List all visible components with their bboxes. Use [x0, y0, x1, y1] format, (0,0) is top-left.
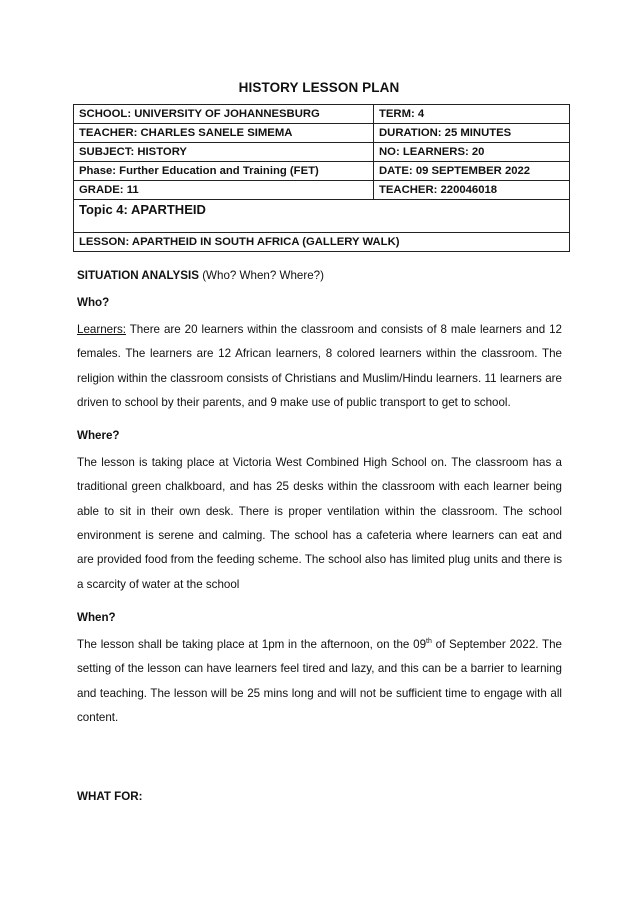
when-heading: When?: [77, 611, 116, 625]
learners-cell: NO: LEARNERS: 20: [374, 143, 570, 162]
topic-cell: Topic 4: APARTHEID: [74, 200, 570, 233]
teacher-number-cell: TEACHER: 220046018: [374, 181, 570, 200]
who-paragraph: [77, 318, 562, 416]
date-cell: DATE: 09 SEPTEMBER 2022: [374, 162, 570, 181]
phase-cell: Phase: Further Education and Training (FET): [74, 162, 374, 181]
situation-analysis-heading: [77, 264, 562, 288]
duration-cell: DURATION: 25 MINUTES: [374, 124, 570, 143]
table-row: [74, 162, 570, 181]
when-text-start: The lesson shall be taking place at 1pm in the afternoon, on the 09: [77, 637, 427, 651]
subject-cell: SUBJECT: HISTORY: [74, 143, 374, 162]
table-row: [74, 233, 570, 252]
table-row: [74, 105, 570, 124]
when-text-end: of September 2022. The setting of the lesson can have learners feel tired and lazy, and this can be a barrier to learning and teaching. The lesson will be 25 mins long and will not be sufficient time to engage with all content.: [77, 637, 563, 724]
document-body: [77, 264, 562, 730]
school-cell: SCHOOL: UNIVERSITY OF JOHANNESBURG: [74, 105, 374, 124]
who-heading: Who?: [77, 296, 110, 310]
where-paragraph: The lesson is taking place at Victoria West Combined High School on. The classroom has a traditional green chalkboard, and has 25 desks within the classroom with each learner being able to sit in their own desk. There is proper ventilation within the classroom. The school environment is serene and calming. The school has a cafeteria where learners can eat and are provided food from the feeding scheme. The school also has limited plug units and there is a scarcity of water at the school: [77, 455, 562, 591]
situation-heading-text: SITUATION ANALYSIS: [77, 269, 199, 282]
lesson-cell: LESSON: APARTHEID IN SOUTH AFRICA (GALLERY WALK): [74, 233, 570, 252]
teacher-cell: TEACHER: CHARLES SANELE SIMEMA: [74, 124, 374, 143]
lesson-info-table: [73, 104, 570, 252]
when-paragraph: [77, 633, 562, 731]
table-row: [74, 181, 570, 200]
learners-label: Learners:: [77, 322, 126, 336]
document-title: HISTORY LESSON PLAN: [238, 80, 400, 95]
date-suffix: th: [426, 637, 432, 645]
who-text: There are 20 learners within the classroom and consists of 8 male learners and 12 females. The learners are 12 African learners, 8 colored learners within the classroom. The religion within the classroom consists of Christians and Muslim/Hindu learners. 11 learners are driven to school by their parents, and 9 make use of public transport to get to school.: [77, 322, 562, 410]
table-row: [74, 143, 570, 162]
table-row: [74, 200, 570, 233]
what-for-heading: WHAT FOR:: [77, 790, 143, 803]
table-row: [74, 124, 570, 143]
situation-heading-note: (Who? When? Where?): [198, 269, 324, 282]
term-cell: TERM: 4: [374, 105, 570, 124]
where-heading: Where?: [77, 429, 120, 443]
grade-cell: GRADE: 11: [74, 181, 374, 200]
